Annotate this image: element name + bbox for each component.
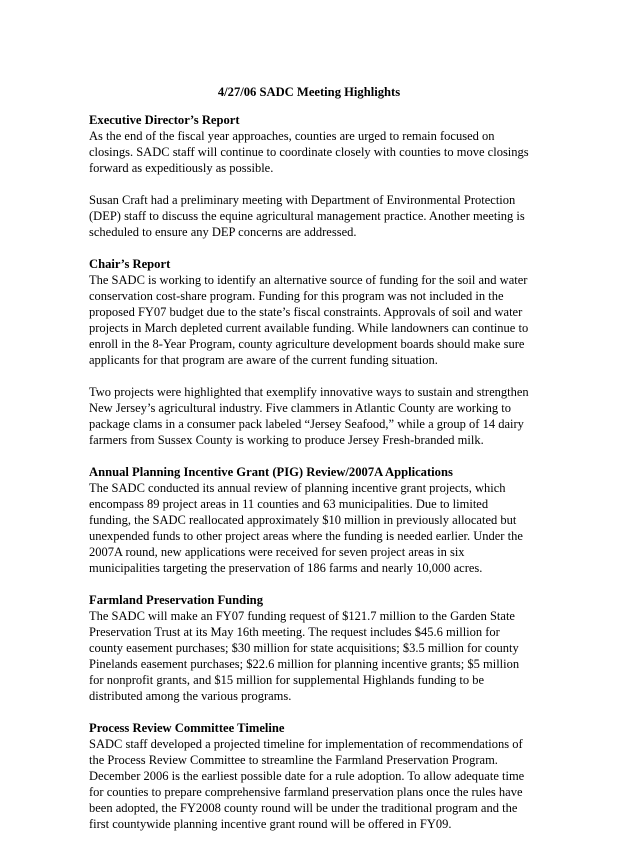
section-pig-review bbox=[89, 464, 529, 576]
paragraph: The SADC will make an FY07 funding request of $121.7 million to the Garden State Preservation Trust at its May 16th meeting. The request includes $45.6 million for county easement purchases; $30 million for state acquisitions; $3.5 million for county Pinelands easement purchases; $22.6 million for planning incentive grants; $5 million for nonprofit grants, and $15 million for supplemental Highlands funding to be distributed among the various programs. bbox=[89, 609, 520, 703]
paragraph: The SADC conducted its annual review of planning incentive grant projects, which encompass 89 project areas in 11 counties and 63 municipalities. Due to limited funding, the SADC reallocated approximately $10 million in previously allocated but unexpended funds to other project areas where the funding is needed earlier. Under the 2007A round, new applications were received for seven project areas in six municipalities targeting the preservation of 186 farms and nearly 10,000 acres. bbox=[89, 481, 523, 575]
section-heading: Annual Planning Incentive Grant (PIG) Review/2007A Applications bbox=[89, 465, 453, 479]
document-body bbox=[89, 112, 529, 848]
section-heading: Farmland Preservation Funding bbox=[89, 593, 263, 607]
section-chairs-report bbox=[89, 256, 529, 448]
section-executive-directors-report bbox=[89, 112, 529, 240]
paragraph: Two projects were highlighted that exemplify innovative ways to sustain and strengthen New Jersey’s agricultural industry. Five clammers in Atlantic County are working to package clams in a consumer pack labeled “Jersey Seafood,” while a group of 14 dairy farmers from Sussex County is working to produce Jersey Fresh-branded milk. bbox=[89, 385, 529, 447]
section-process-review-committee-timeline bbox=[89, 720, 529, 832]
section-heading: Process Review Committee Timeline bbox=[89, 721, 285, 735]
paragraph: SADC staff developed a projected timeline for implementation of recommendations of the Process Review Committee to streamline the Farmland Preservation Program. December 2006 is the earliest possible date for a rule adoption. To allow adequate time for counties to prepare comprehensive farmland preservation plans once the rules have been adopted, the FY2008 county round will be under the traditional program and the first countywide planning incentive grant round will be offered in FY09. bbox=[89, 737, 525, 831]
paragraph: Susan Craft had a preliminary meeting with Department of Environmental Protection (DEP) staff to discuss the equine agricultural management practice. Another meeting is scheduled to ensure any DEP concerns are addressed. bbox=[89, 193, 525, 239]
section-farmland-preservation-funding bbox=[89, 592, 529, 704]
section-heading: Chair’s Report bbox=[89, 257, 171, 271]
page-title: 4/27/06 SADC Meeting Highlights bbox=[217, 85, 401, 99]
section-heading: Executive Director’s Report bbox=[89, 113, 240, 127]
paragraph: As the end of the fiscal year approaches, counties are urged to remain focused on closings. SADC staff will continue to coordinate closely with counties to move closings forward as expeditiously as possible. bbox=[89, 129, 529, 175]
paragraph: The SADC is working to identify an alternative source of funding for the soil and water conservation cost-share program. Funding for this program was not included in the proposed FY07 budget due to the state’s fiscal constraints. Approvals of soil and water projects in March depleted current available funding. While landowners can continue to enroll in the 8-Year Program, county agriculture development boards should make sure applicants for that program are aware of the current funding situation. bbox=[89, 273, 529, 367]
